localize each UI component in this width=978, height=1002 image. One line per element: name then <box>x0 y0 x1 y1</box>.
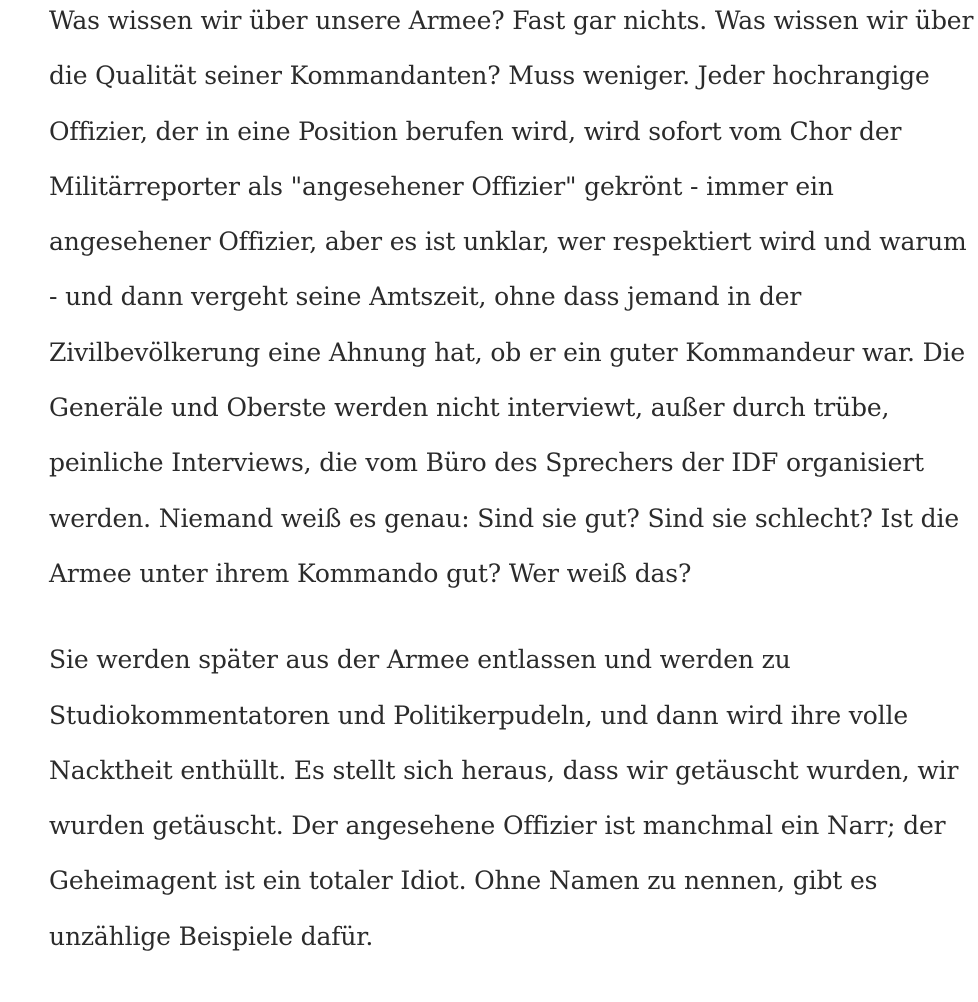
article-paragraph-2: Sie werden später aus der Armee entlassen und werden zu Studiokommentatoren und Politikerpudeln, und dann wird ihre volle Nacktheit enthüllt. Es stellt sich heraus, dass wir getäuscht wurden, wir wurden getäuscht. Der angesehene Offizier ist manchmal ein Narr; der Geheimagent ist ein totaler Idiot. Ohne Namen zu nennen, gibt es unzählige Beispiele dafür. <box>49 645 959 951</box>
article-body <box>49 0 975 995</box>
article-paragraph-1: Was wissen wir über unsere Armee? Fast gar nichts. Was wissen wir über die Qualität seiner Kommandanten? Muss weniger. Jeder hochrangige Offizier, der in eine Position berufen wird, wird sofort vom Chor der Militärreporter als "angesehener Offizier" gekrönt - immer ein angesehener Offizier, aber es ist unklar, wer respektiert wird und warum - und dann vergeht seine Amtszeit, ohne dass jemand in der Zivilbevölkerung eine Ahnung hat, ob er ein guter Kommandeur war. Die Generäle und Oberste werden nicht interviewt, außer durch trübe, peinliche Interviews, die vom Büro des Sprechers der IDF organisiert werden. Niemand weiß es genau: Sind sie gut? Sind sie schlecht? Ist die Armee unter ihrem Kommando gut? Wer weiß das? <box>49 6 974 588</box>
